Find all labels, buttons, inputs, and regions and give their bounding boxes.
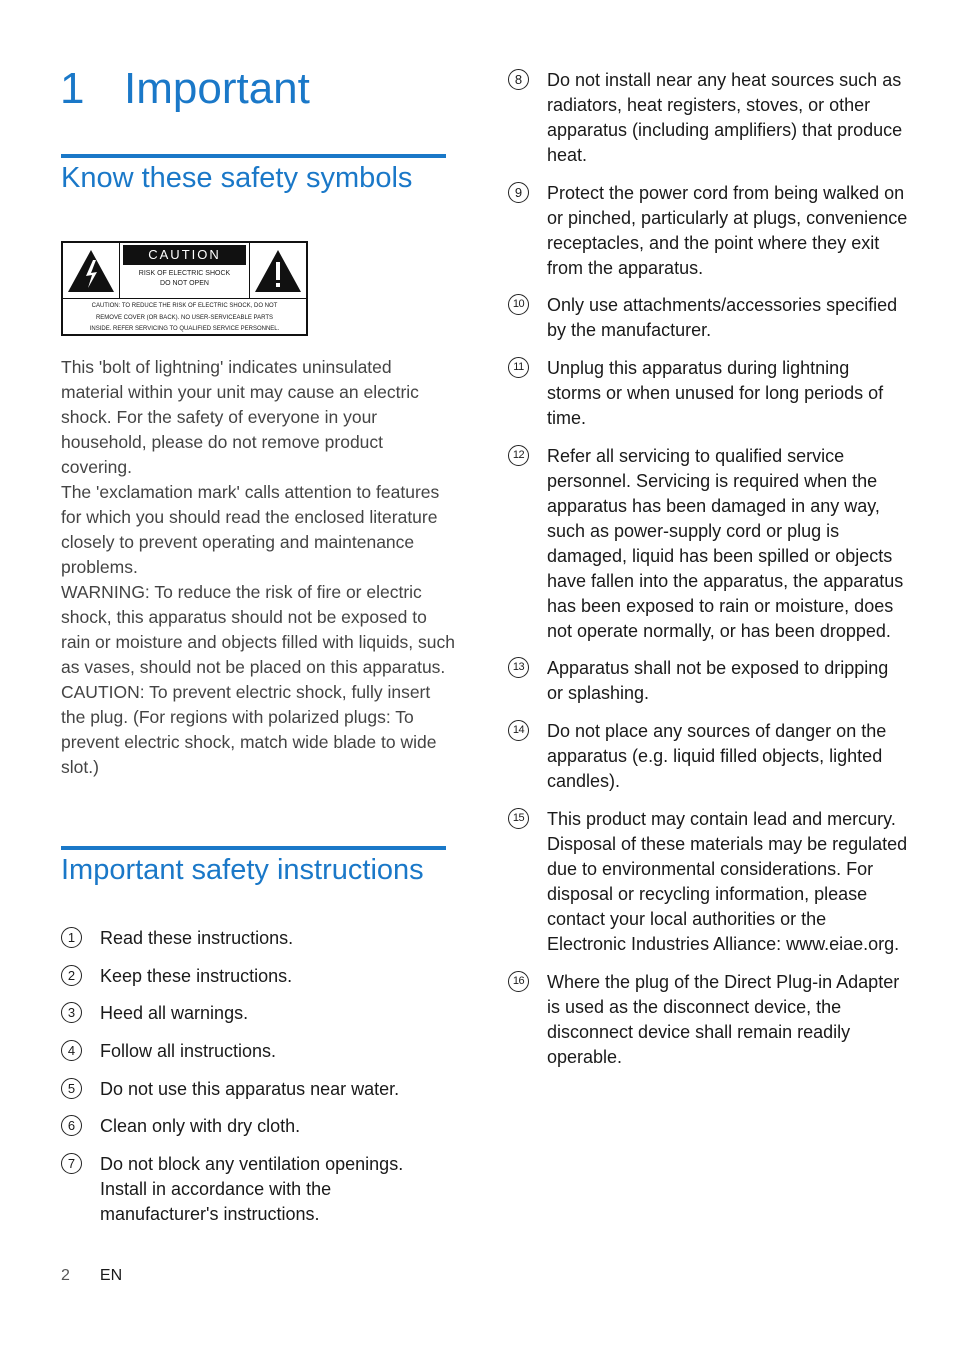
chapter-title	[60, 64, 310, 114]
circled-number: 8	[508, 69, 529, 90]
circled-number: 16	[508, 971, 529, 992]
paragraph: The 'exclamation mark' calls attention to features for which you should read the enclosed literature closely to prevent operating and maintenance problems.	[61, 482, 440, 577]
instruction-text: Unplug this apparatus during lightning storms or when unused for long periods of time.	[547, 358, 884, 429]
caution-label	[61, 241, 308, 336]
instruction-item	[508, 719, 908, 794]
instruction-text: Keep these instructions.	[100, 965, 293, 986]
paragraph: This 'bolt of lightning' indicates uninsulated material within your unit may cause an electric shock. For the safety of everyone in your household, please do not remove product covering.	[61, 357, 419, 477]
section-title-symbols: Know these safety symbols	[61, 162, 413, 194]
section-rule	[61, 154, 446, 158]
instruction-item	[508, 656, 908, 706]
instruction-text: Do not place any sources of danger on the apparatus (e.g. liquid filled objects, lighted candles).	[547, 721, 887, 792]
caution-text: REMOVE COVER (OR BACK). NO USER-SERVICEABLE PARTS	[95, 314, 274, 321]
instruction-text: Apparatus shall not be exposed to dripping or splashing.	[547, 658, 889, 704]
circled-number: 4	[61, 1040, 82, 1061]
instruction-text: Only use attachments/accessories specified by the manufacturer.	[547, 295, 898, 341]
instruction-item	[61, 1039, 451, 1064]
instruction-item	[61, 1152, 451, 1227]
instruction-item	[508, 807, 908, 957]
section-rule	[61, 846, 446, 850]
instructions-list-left	[61, 926, 451, 1240]
circled-number: 15	[508, 808, 529, 829]
language-code: EN	[99, 1267, 123, 1284]
circled-number: 14	[508, 720, 529, 741]
caution-sub: DO NOT OPEN	[160, 280, 209, 287]
caution-header: CAUTION	[123, 245, 246, 265]
circled-number: 7	[61, 1153, 82, 1174]
exclamation-warning-icon	[250, 243, 306, 298]
section-title-instructions: Important safety instructions	[61, 854, 424, 886]
instruction-text: Heed all warnings.	[100, 1003, 249, 1024]
instruction-item	[508, 68, 908, 168]
circled-number: 2	[61, 965, 82, 986]
instructions-list-right	[508, 68, 908, 1082]
circled-number: 13	[508, 657, 529, 678]
instruction-text: Do not install near any heat sources such as radiators, heat registers, stoves, or other apparatus (including amplifiers) that produce heat.	[547, 70, 903, 165]
instruction-text: This product may contain lead and mercury. Disposal of these materials may be regulated due to environmental considerations. For disposal or recycling information, please contact your local authorities or the Electronic Industries Alliance: www.eiae.org.	[547, 808, 908, 954]
instruction-text: Clean only with dry cloth.	[100, 1116, 301, 1137]
paragraph: WARNING: To reduce the risk of fire or electric shock, this apparatus should not be exposed to rain or moisture and objects filled with liquids, such as vases, should not be placed on this apparatus.	[61, 582, 455, 677]
chapter-number: 1	[60, 64, 85, 113]
circled-number: 3	[61, 1002, 82, 1023]
circled-number: 5	[61, 1078, 82, 1099]
instruction-text: Refer all servicing to qualified service personnel. Servicing is required when the apparatus has been damaged in any way, such as power-supply cord or plug is damaged, liquid has been spilled or objects have fallen into the apparatus, the apparatus has been exposed to rain or moisture, does not operate normally, or has been dropped.	[547, 445, 904, 641]
paragraph: CAUTION: To prevent electric shock, fully insert the plug. (For regions with polarized plugs: To prevent electric shock, match wide blade to wide slot.)	[61, 682, 437, 777]
page-number: 2	[61, 1267, 70, 1284]
instruction-item	[508, 356, 908, 431]
instruction-text: Follow all instructions.	[100, 1041, 277, 1062]
instruction-item	[61, 926, 451, 951]
caution-sub: RISK OF ELECTRIC SHOCK	[138, 270, 231, 277]
chapter-title-text: Important	[124, 64, 310, 113]
instruction-item	[61, 964, 451, 989]
instruction-text: Do not use this apparatus near water.	[100, 1078, 400, 1099]
instruction-item	[61, 1114, 451, 1139]
circled-number: 6	[61, 1115, 82, 1136]
circled-number: 1	[61, 927, 82, 948]
instruction-item	[508, 293, 908, 343]
symbols-explanation	[61, 355, 456, 780]
circled-number: 9	[508, 182, 529, 203]
circled-number: 12	[508, 445, 529, 466]
instruction-text: Where the plug of the Direct Plug-in Adapter is used as the disconnect device, the disconnect device shall remain readily operable.	[547, 971, 900, 1067]
lightning-warning-icon	[63, 243, 119, 298]
caution-text: INSIDE. REFER SERVICING TO QUALIFIED SERVICE PERSONNEL.	[89, 326, 280, 332]
instruction-item	[508, 181, 908, 281]
instruction-text: Read these instructions.	[100, 928, 294, 948]
instruction-text: Protect the power cord from being walked on or pinched, particularly at plugs, convenience receptacles, and the point where they exit from the apparatus.	[547, 182, 908, 278]
instruction-item	[508, 444, 908, 644]
circled-number: 11	[508, 357, 529, 378]
instruction-item	[508, 970, 908, 1070]
caution-text: CAUTION: TO REDUCE THE RISK OF ELECTRIC SHOCK, DO NOT	[91, 303, 278, 309]
instruction-item	[61, 1001, 451, 1026]
instruction-text: Do not block any ventilation openings. Install in accordance with the manufacturer's instructions.	[100, 1154, 404, 1225]
page-footer	[61, 1267, 152, 1285]
circled-number: 10	[508, 294, 529, 315]
instruction-item	[61, 1077, 451, 1102]
